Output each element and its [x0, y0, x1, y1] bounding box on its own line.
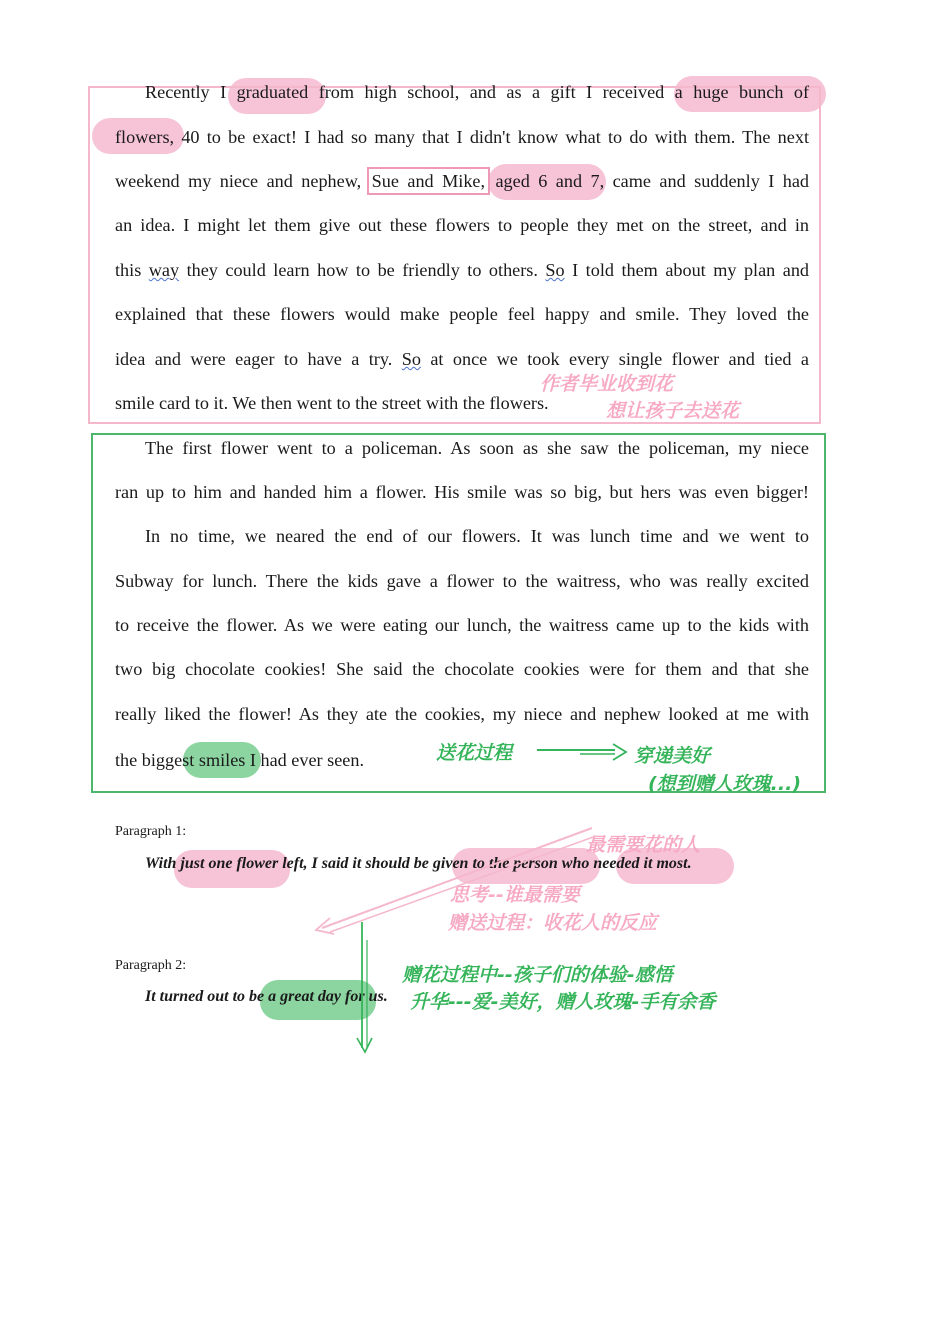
text-biggest-smiles: gest smiles [165, 750, 246, 770]
text-sue-and-mike: Sue and Mike, [367, 167, 490, 195]
passage-line-6: explained that these flowers would make people feel happy and smile. They loved the [115, 304, 809, 324]
passage-line-8: smile card to it. We then went to the street with the flowers. [115, 393, 549, 413]
text-segment: this [115, 260, 149, 280]
paragraph-2-label: Paragraph 2: [115, 958, 187, 973]
passage-line-15: really liked the flower! As they ate the cookies, my niece and nephew looked at me with [115, 704, 809, 724]
text-so: So [401, 349, 421, 369]
pink-diagonal-arrow-icon [316, 828, 596, 934]
text-segment: idea and were eager to have a try. [115, 349, 402, 369]
annotation-kids-experience: 赠花过程中--孩子们的体验-感悟 [402, 964, 673, 986]
annotation-kids-give: 想让孩子去送花 [606, 400, 740, 422]
text-flowers: flowers, [115, 127, 175, 147]
text-segment: 40 to be exact! I had so many that I didn't know what to do with them. The next [174, 127, 809, 147]
annotation-author-received: 作者毕业收到花 [540, 373, 674, 395]
annotation-who-needs-most: 最需要花的人 [586, 834, 701, 856]
text-segment: at once we took every single flower and tied a [420, 349, 809, 369]
passage-line-9: The first flower went to a policeman. As soon as she saw the policeman, my niece [145, 438, 809, 458]
passage-line-12: Subway for lunch. There the kids gave a flower to the waitress, who was really excited [115, 571, 809, 591]
green-right-arrow-icon [537, 744, 626, 760]
passage-line-14: two big chocolate cookies! She said the chocolate cookies were for them and that she [115, 659, 809, 679]
text-segment: the big [115, 750, 166, 770]
passage-line-10: ran up to him and handed him a flower. His smile was so big, but hers was even bigger! [115, 482, 809, 502]
passage-line-13: to receive the flower. As we were eating our lunch, the waitress came up to the kids with [115, 615, 809, 635]
text-aged: aged 6 and 7, [495, 171, 605, 191]
annotation-pass-beauty: 穿递美好 [634, 745, 711, 767]
passage-line-4: an idea. I might let them give out these flowers to people they met on the street, and in [115, 215, 809, 235]
annotation-giving-process: 送花过程 [436, 742, 513, 764]
paragraph-2-prompt: It turned out to be a great day for us. [145, 988, 388, 1005]
green-down-arrow-icon [357, 922, 372, 1052]
text-graduated: graduated [236, 82, 309, 102]
text-segment: I had ever seen. [245, 750, 365, 770]
annotation-sublimation: 升华---爱-美好，赠人玫瑰-手有余香 [410, 991, 716, 1013]
annotation-recipient-reaction: 赠送过程：收花人的反应 [448, 912, 658, 934]
text-segment: came and suddenly I had [604, 171, 809, 191]
paragraph-1-label: Paragraph 1: [115, 824, 187, 839]
annotation-roses-thought: (想到赠人玫瑰...) [648, 773, 802, 795]
passage-line-11: In no time, we neared the end of our flowers. It was lunch time and we went to [145, 526, 809, 546]
text-segment: weekend my niece and nephew, [115, 171, 370, 191]
text-segment: I told them about my plan and [564, 260, 810, 280]
text-segment: from high school, and as a gift I received a [308, 82, 694, 102]
text-so: So [545, 260, 565, 280]
text-huge-bunch: huge bunch of [693, 82, 809, 102]
annotation-think-who: 思考--谁最需要 [450, 884, 580, 906]
text-way: way [148, 260, 180, 280]
text-segment: they could learn how to be friendly to others. [179, 260, 546, 280]
text-segment: Recently I [145, 82, 237, 102]
paragraph-1-prompt: With just one flower left, I said it should be given to the person who needed it most. [145, 855, 692, 872]
